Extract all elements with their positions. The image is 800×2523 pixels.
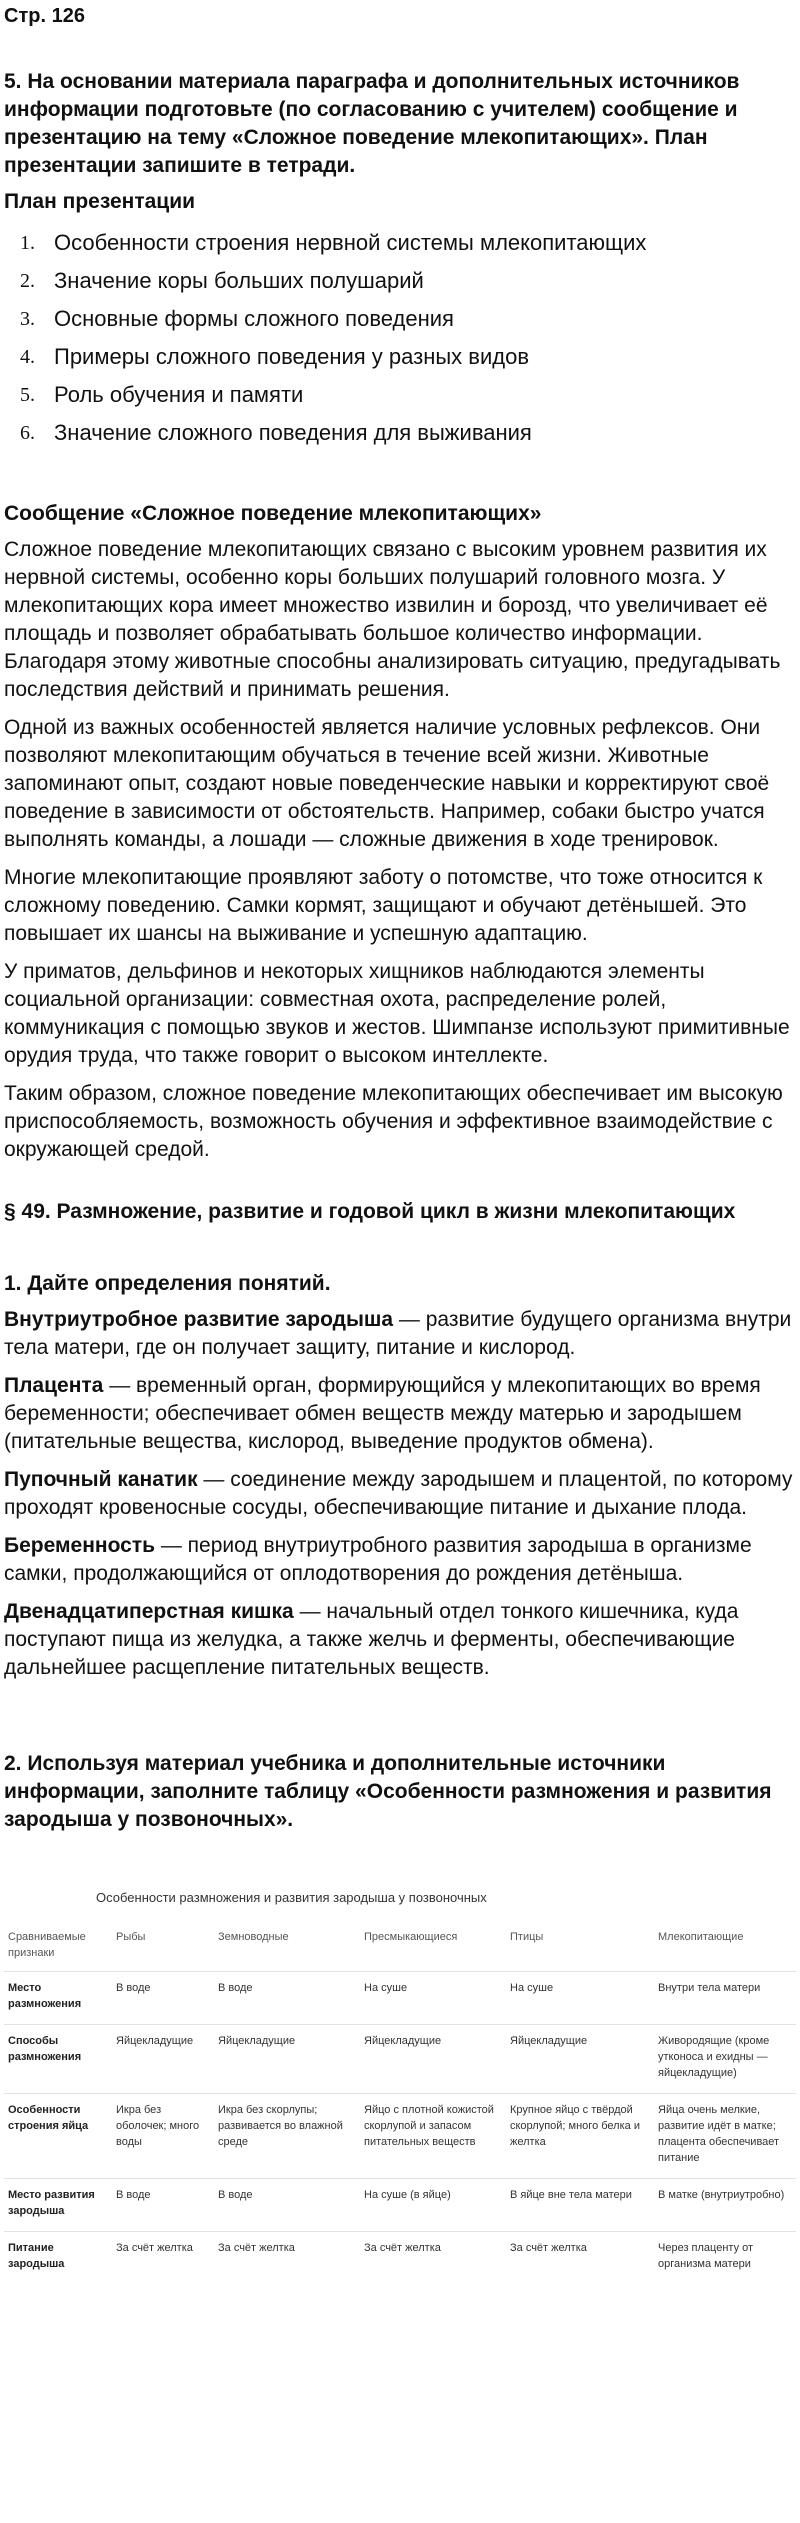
plan-item	[20, 376, 796, 414]
comparison-table	[4, 1923, 796, 2284]
definition-text: — период внутриутробного развития зародыша в организме самки, продолжающийся от оплодотворения до рождения детёныша.	[4, 1534, 752, 1585]
table-cell: Яйцекладущие	[214, 2025, 360, 2094]
table-cell: На суше	[506, 1972, 654, 2025]
plan-item	[20, 262, 796, 300]
plan-list	[4, 224, 796, 452]
table-cell: Яйца очень мелкие, развитие идёт в матке; плацента обеспечивает питание	[654, 2094, 796, 2179]
plan-item	[20, 414, 796, 452]
table-cell: За счёт желтка	[214, 2232, 360, 2285]
table-cell: На суше (в яйце)	[360, 2179, 506, 2232]
message-title: Сообщение «Сложное поведение млекопитающих»	[4, 502, 542, 525]
message-paragraph: У приматов, дельфинов и некоторых хищников наблюдаются элементы социальной организации: совместная охота, распределение ролей, коммуникация с помощью звуков и жестов. Шимпанзе используют примитивные орудия труда, что также говорит о высоком интеллекте.	[4, 960, 790, 1067]
table-header-row	[4, 1923, 796, 1972]
table-cell: Внутри тела матери	[654, 1972, 796, 2025]
plan-item-text: Особенности строения нервной системы млекопитающих	[54, 230, 647, 255]
definition-text: — начальный отдел тонкого кишечника, куда поступают пища из желудка, а также желчь и ферменты, обеспечивающие дальнейшее расщепление питательных веществ.	[4, 1600, 739, 1679]
table-row	[4, 2094, 796, 2179]
plan-title: План презентации	[4, 190, 196, 213]
definition	[4, 1532, 796, 1588]
table-row	[4, 2179, 796, 2232]
table-cell: В воде	[112, 1972, 214, 2025]
table-cell: Яйцекладущие	[360, 2025, 506, 2094]
plan-item-text: Значение коры больших полушарий	[54, 268, 424, 293]
definition	[4, 1466, 796, 1522]
table-header-cell: Млекопитающие	[658, 1931, 744, 1943]
table-cell: Через плаценту от организма матери	[654, 2232, 796, 2285]
definition	[4, 1372, 796, 1456]
plan-item-number: 1.	[20, 232, 35, 254]
plan-item-text: Значение сложного поведения для выживания	[54, 420, 532, 445]
table-cell: За счёт желтка	[112, 2232, 214, 2285]
table-cell: Особенности строения яйца	[4, 2094, 112, 2179]
task5-text: 5. На основании материала параграфа и дополнительных источников информации подготовьте (по согласованию с учителем) сообщение и презентацию на тему «Сложное поведение млекопитающих». План презентации запишите в тетради.	[4, 70, 740, 177]
table-cell: В воде	[112, 2179, 214, 2232]
definition	[4, 1598, 796, 1682]
definition-text: — временный орган, формирующийся у млекопитающих во время беременности; обеспечивает обмен веществ между матерью и зародышем (питательные вещества, кислород, выведение продуктов обмена).	[4, 1374, 761, 1453]
table-cell: В воде	[214, 2179, 360, 2232]
plan-item-number: 6.	[20, 422, 35, 444]
table-cell: На суше	[360, 1972, 506, 2025]
table-cell: Питание зародыша	[4, 2232, 112, 2285]
definition-text: — развитие будущего организма внутри тела матери, где он получает защиту, питание и кислород.	[4, 1308, 792, 1359]
page	[0, 4, 800, 2284]
table-cell: За счёт желтка	[506, 2232, 654, 2285]
plan-item-text: Примеры сложного поведения у разных видов	[54, 344, 530, 369]
plan-item	[20, 224, 796, 262]
plan-item	[20, 338, 796, 376]
plan-item-number: 5.	[20, 384, 35, 406]
table-cell: За счёт желтка	[360, 2232, 506, 2285]
definition-text: — соединение между зародышем и плацентой, по которому проходят кровеносные сосуды, обеспечивающие питание и дыхание плода.	[4, 1468, 793, 1519]
table-row	[4, 2025, 796, 2094]
task2-text: 2. Используя материал учебника и дополнительные источники информации, заполните таблицу «Особенности размножения и развития зародыша у позвоночных».	[4, 1752, 772, 1831]
task1-text: 1. Дайте определения понятий.	[4, 1272, 331, 1295]
table-title: Особенности размножения и развития зародыша у позвоночных	[96, 1890, 487, 1905]
plan-item-text: Основные формы сложного поведения	[54, 306, 454, 331]
plan-item-number: 3.	[20, 308, 35, 330]
table-header-cell: Сравниваемые признаки	[8, 1931, 86, 1959]
table-container	[4, 1890, 796, 2284]
table-cell: В матке (внутриутробно)	[654, 2179, 796, 2232]
table-cell: Яйцекладущие	[506, 2025, 654, 2094]
table-row	[4, 2232, 796, 2285]
table-cell: Способы размножения	[4, 2025, 112, 2094]
table-cell: Икра без скорлупы; развивается во влажной среде	[214, 2094, 360, 2179]
table-cell: В яйце вне тела матери	[506, 2179, 654, 2232]
table-cell: В воде	[214, 1972, 360, 2025]
section-title: § 49. Размножение, развитие и годовой цикл в жизни млекопитающих	[4, 1200, 736, 1223]
table-cell: Место размножения	[4, 1972, 112, 2025]
table-header-cell: Пресмыкающиеся	[364, 1931, 458, 1943]
table-cell: Крупное яйцо с твёрдой скорлупой; много белка и желтка	[506, 2094, 654, 2179]
message-paragraph: Многие млекопитающие проявляют заботу о потомстве, что тоже относится к сложному поведению. Самки кормят, защищают и обучают детёнышей. Это повышает их шансы на выживание и успешную адаптацию.	[4, 866, 763, 945]
plan-item	[20, 300, 796, 338]
table-cell: Икра без оболочек; много воды	[112, 2094, 214, 2179]
message-paragraph: Таким образом, сложное поведение млекопитающих обеспечивает им высокую приспособляемость, возможность обучения и эффективное взаимодействие с окружающей средой.	[4, 1082, 783, 1161]
plan-item-number: 4.	[20, 346, 35, 368]
message-paragraph: Одной из важных особенностей является наличие условных рефлексов. Они позволяют млекопитающим обучаться в течение всей жизни. Животные запоминают опыт, создают новые поведенческие навыки и корректируют своё поведение в зависимости от обстоятельств. Например, собаки быстро учатся выполнять команды, а лошади — сложные движения в ходе тренировок.	[4, 716, 770, 851]
table-cell: Яйцекладущие	[112, 2025, 214, 2094]
plan-item-text: Роль обучения и памяти	[54, 382, 304, 407]
table-row	[4, 1972, 796, 2025]
page-label: Стр. 126	[4, 5, 85, 27]
definition-term: Беременность	[4, 1534, 156, 1557]
definition-term: Плацента	[4, 1374, 104, 1397]
definition-term: Пупочный канатик	[4, 1468, 198, 1491]
table-header-cell: Земноводные	[218, 1931, 289, 1943]
definition-term: Внутриутробное развитие зародыша	[4, 1308, 394, 1331]
table-cell: Живородящие (кроме утконоса и ехидны — яйцекладущие)	[654, 2025, 796, 2094]
table-header-cell: Птицы	[510, 1931, 544, 1943]
table-header-cell: Рыбы	[116, 1931, 146, 1943]
definition-term: Двенадцатиперстная кишка	[4, 1600, 294, 1623]
message-paragraph: Сложное поведение млекопитающих связано с высоким уровнем развития их нервной системы, особенно коры больших полушарий головного мозга. У млекопитающих кора имеет множество извилин и борозд, что увеличивает её площадь и позволяет обрабатывать большое количество информации. Благодаря этому животные способны анализировать ситуацию, предугадывать последствия действий и принимать решения.	[4, 538, 781, 701]
table-cell: Яйцо с плотной кожистой скорлупой и запасом питательных веществ	[360, 2094, 506, 2179]
plan-item-number: 2.	[20, 270, 35, 292]
table-cell: Место развития зародыша	[4, 2179, 112, 2232]
definition	[4, 1306, 796, 1362]
